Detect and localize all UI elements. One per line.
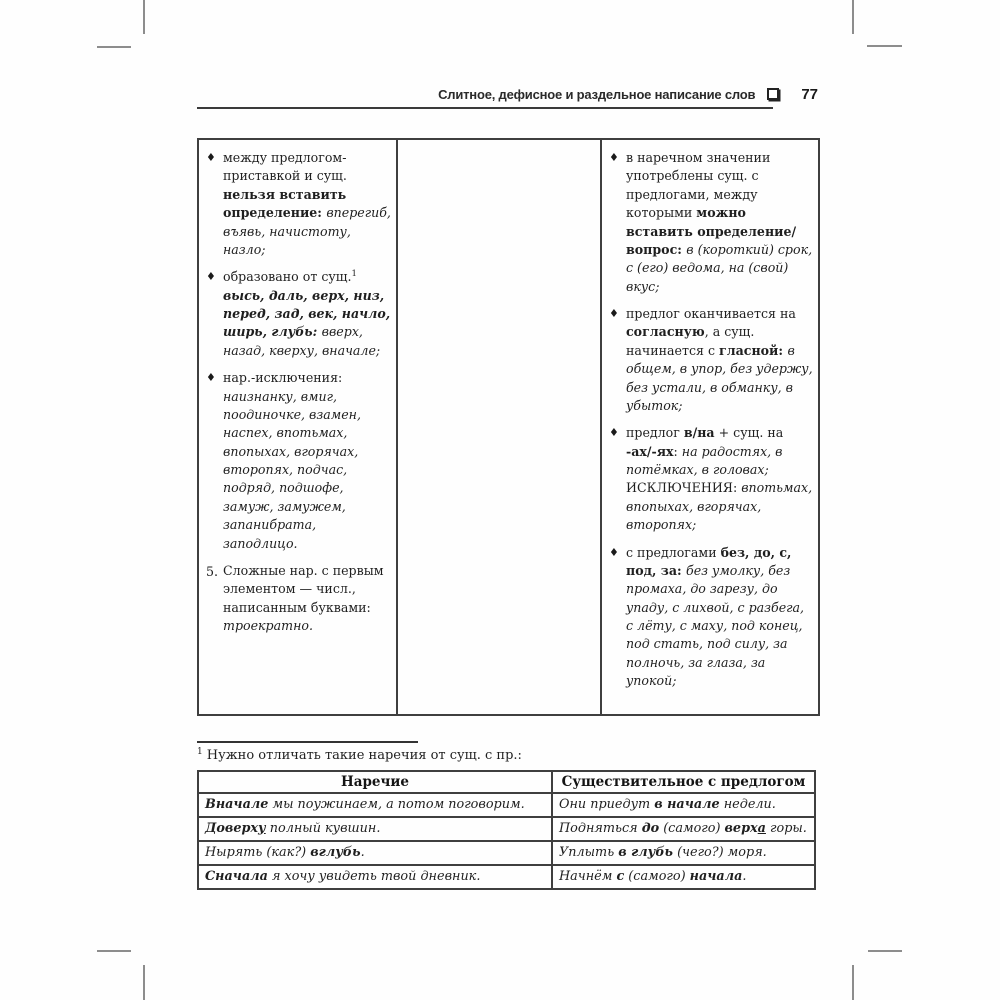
- rule-item: [206, 149, 391, 259]
- text-segment: в глубь: [618, 844, 673, 860]
- text-segment: горы.: [765, 820, 807, 836]
- rule-item: [609, 149, 813, 296]
- footnote-marker: 1: [197, 746, 203, 757]
- text-segment: гласной:: [719, 342, 788, 358]
- noun-with-preposition-example-cell: [552, 865, 815, 889]
- text-segment: в начале: [654, 797, 720, 812]
- crop-mark-bottom-right-vertical: [852, 965, 854, 1000]
- text-segment: ИСКЛЮЧЕНИЯ:: [626, 480, 742, 496]
- text-segment: без, до, с, под, за:: [626, 544, 792, 578]
- crop-mark-top-left-horizontal: [97, 46, 131, 48]
- running-head: [197, 86, 820, 103]
- text-segment: вглубь: [310, 844, 361, 860]
- text-segment: .: [360, 844, 365, 860]
- text-segment: на радостях, в потёмках, в головах;: [626, 443, 783, 477]
- text-segment: в/на: [683, 425, 715, 441]
- diamond-bullet-icon: ♦: [206, 151, 216, 164]
- text-segment: я хочу увидеть твой дневник.: [267, 868, 481, 884]
- rule-item-text: [626, 149, 813, 296]
- text-segment: между предлогом-приставкой и сущ.: [223, 150, 347, 184]
- comparison-table-row: [198, 841, 815, 865]
- text-segment: полный кувшин.: [265, 820, 381, 836]
- main-table: [197, 138, 820, 716]
- crop-mark-top-right-vertical: [852, 0, 854, 34]
- rule-item-text: [626, 305, 813, 415]
- text-segment: Они приедут: [559, 797, 655, 812]
- text-segment: высь, даль, верх, низ, перед, зад, век, начло, ширь, глубь:: [223, 287, 391, 340]
- text-segment: 1: [351, 269, 357, 280]
- comparison-table-row: [198, 793, 815, 817]
- main-table-middle-column: [396, 140, 602, 714]
- crop-mark-bottom-left-vertical: [143, 965, 145, 1000]
- text-segment: :: [673, 443, 682, 459]
- rule-item: [206, 369, 391, 553]
- text-segment: .: [742, 868, 747, 884]
- noun-with-preposition-example-cell: [552, 817, 815, 841]
- text-segment: троекратно.: [223, 618, 313, 633]
- text-segment: наизнанку, вмиг, поодиночке, взамен, наспех, впотьмах, впопыхах, вгорячах, второпях, подчас, подряд, подшофе, замуж, замужем, запанибрата, заподлицо.: [223, 388, 361, 551]
- text-segment: (самого): [659, 820, 725, 836]
- rule-item-text: [223, 268, 391, 360]
- crop-mark-top-left-vertical: [143, 0, 145, 34]
- comparison-table-row: [198, 817, 815, 841]
- page-number: 77: [801, 86, 818, 103]
- adverb-example-cell: [198, 817, 552, 841]
- text-segment: можно вставить определение/вопрос:: [626, 205, 797, 257]
- shadowed-square-icon: [767, 88, 779, 100]
- diamond-bullet-icon: ♦: [609, 307, 619, 320]
- text-segment: нельзя вставить определение:: [223, 186, 347, 221]
- text-segment: недели.: [719, 797, 776, 812]
- text-segment: вперегиб, въявь, начистоту, назло;: [223, 205, 391, 257]
- crop-mark-bottom-left-horizontal: [97, 950, 131, 952]
- main-table-left-column: [199, 140, 396, 714]
- diamond-bullet-icon: ♦: [206, 270, 216, 284]
- column-header-adverb: Наречие: [198, 771, 552, 793]
- diamond-bullet-icon: ♦: [609, 151, 619, 164]
- rule-item: [609, 544, 813, 691]
- text-segment: вверх, назад, кверху, вначале;: [223, 324, 381, 358]
- running-title: Слитное, дефисное и раздельное написание слов: [438, 87, 756, 102]
- rule-item-text: [626, 424, 813, 534]
- rule-item: [609, 305, 813, 415]
- text-segment: Сложные нар. с первым элементом — числ., написанным буквами:: [223, 562, 384, 615]
- text-segment: Вначале: [205, 797, 269, 812]
- text-segment: а: [757, 820, 766, 836]
- text-segment: мы поужинаем, а потом поговорим.: [268, 797, 525, 812]
- column-header-noun-with-preposition: Существительное с предлогом: [552, 771, 815, 793]
- text-segment: (чего?) моря.: [673, 844, 767, 860]
- diamond-bullet-icon: ♦: [609, 426, 619, 440]
- text-segment: -ах/-ях: [626, 443, 674, 459]
- text-segment: в наречном значении употреблены сущ. с предлогами, между которыми: [626, 150, 771, 221]
- rule-item-text: [223, 369, 391, 553]
- text-segment: в (короткий) срок, с (его) ведома, на (свой) вкус;: [626, 241, 813, 294]
- item-number: 5.: [206, 563, 219, 579]
- text-segment: впотьмах, впопыхах, вгорячах, второпях;: [626, 480, 813, 533]
- text-segment: начала: [689, 868, 743, 884]
- text-segment: с: [616, 868, 625, 884]
- text-segment: согласную: [626, 324, 705, 340]
- diamond-bullet-icon: ♦: [206, 371, 216, 385]
- text-segment: без умолку, без промаха, до зарезу, до упаду, с лихвой, с разбега, с лёту, с маху, под конец, под стать, под силу, за полночь, за глаза, за упокой;: [626, 562, 805, 689]
- adverb-example-cell: [198, 865, 552, 889]
- text-segment: , а сущ. начинается с: [626, 324, 755, 358]
- diamond-bullet-icon: ♦: [609, 545, 619, 559]
- main-table-right-column: [602, 140, 818, 714]
- text-segment: + сущ. на: [714, 425, 784, 441]
- footnote-text: Нужно отличать такие наречия от сущ. с пр.:: [206, 748, 522, 763]
- comparison-table: [197, 770, 816, 890]
- rule-item: [206, 562, 391, 636]
- text-segment: верх: [724, 820, 758, 836]
- header-rule: [197, 107, 773, 109]
- adverb-example-cell: [198, 793, 552, 817]
- text-segment: нар.-исключения:: [223, 370, 343, 386]
- comparison-table-row: [198, 865, 815, 889]
- noun-with-preposition-example-cell: [552, 793, 815, 817]
- crop-mark-top-right-horizontal: [867, 45, 902, 47]
- text-segment: в общем, в упор, без удержу, без устали, в обманку, в убыток;: [626, 342, 813, 413]
- noun-with-preposition-example-cell: [552, 841, 815, 865]
- text-segment: Нырять (как?): [205, 844, 311, 860]
- footnote: [197, 748, 820, 763]
- comparison-table-header-row: [198, 771, 815, 793]
- footnote-rule: [197, 741, 418, 743]
- text-segment: Доверх: [205, 820, 259, 836]
- text-segment: предлог: [626, 425, 684, 441]
- rule-item: [609, 424, 813, 534]
- text-segment: Подняться: [559, 820, 642, 836]
- text-segment: предлог оканчивается на: [626, 306, 796, 321]
- rule-item-text: [223, 149, 391, 259]
- crop-mark-bottom-right-horizontal: [868, 950, 902, 952]
- rule-item-text: [223, 562, 391, 636]
- rule-item-text: [626, 544, 813, 691]
- text-segment: Сначала: [205, 868, 268, 884]
- text-segment: Начнём: [559, 868, 617, 884]
- rule-item: [206, 268, 391, 360]
- text-segment: образовано от сущ.: [223, 269, 352, 285]
- text-segment: с предлогами: [626, 544, 721, 560]
- text-segment: у: [258, 820, 266, 836]
- adverb-example-cell: [198, 841, 552, 865]
- text-segment: (самого): [624, 868, 690, 884]
- text-segment: Уплыть: [559, 844, 619, 860]
- text-segment: до: [641, 820, 660, 836]
